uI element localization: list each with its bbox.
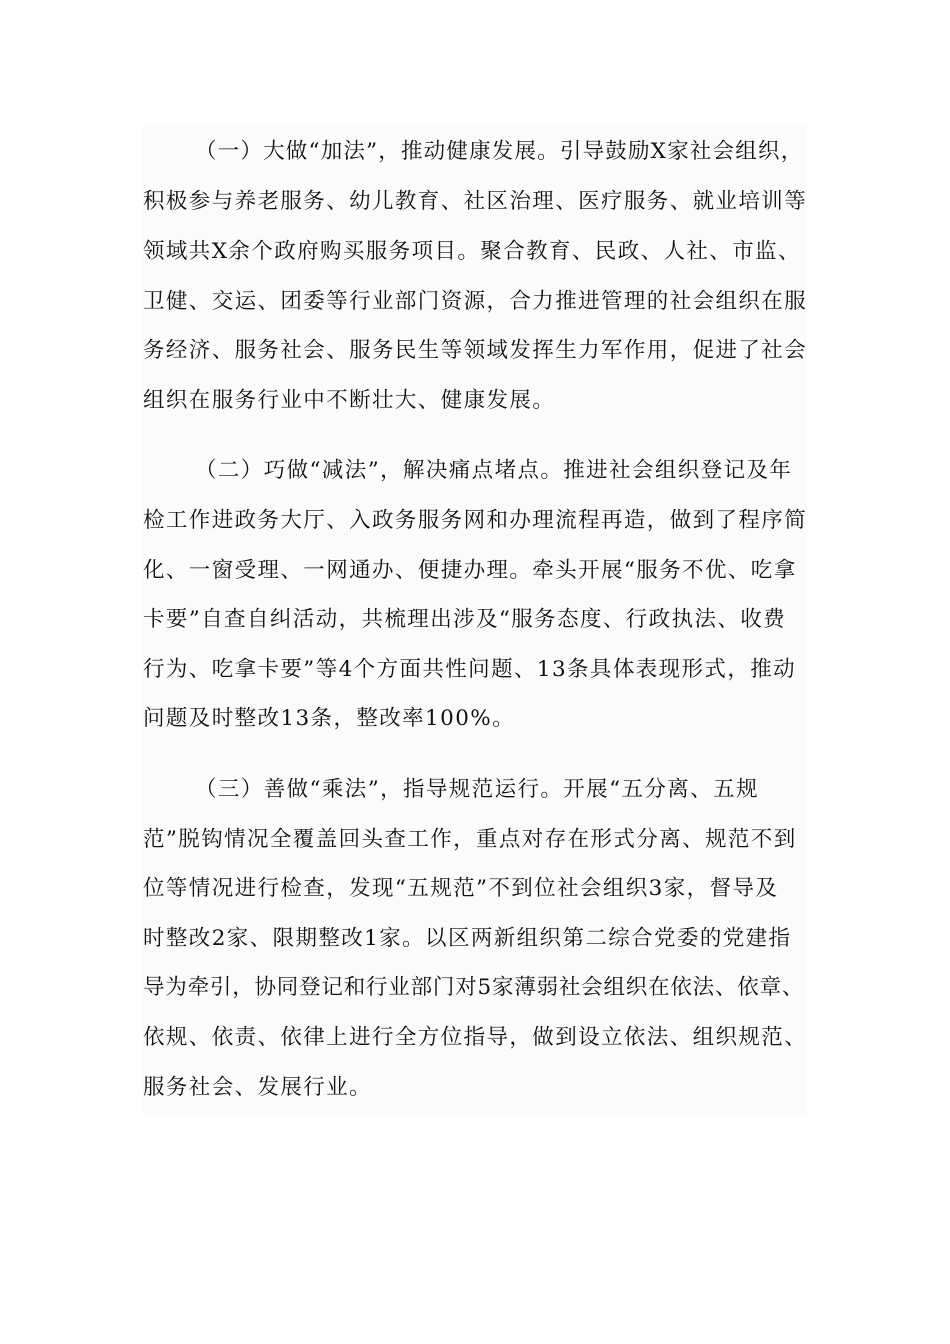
paragraph-line: 范”脱钩情况全覆盖回头查工作，重点对存在形式分离、规范不到 bbox=[143, 827, 797, 852]
paragraph-line: （一）大做“加法”，推动健康发展。引导鼓励X家社会组织， bbox=[195, 139, 804, 164]
paragraph-line: 化、一窗受理、一网通办、便捷办理。牵头开展“服务不优、吃拿 bbox=[143, 558, 797, 583]
paragraph-line: 位等情况进行检查，发现“五规范”不到位社会组织3家，督导及 bbox=[143, 876, 779, 901]
paragraph-line: 组织在服务行业中不断壮大、健康发展。 bbox=[143, 388, 556, 413]
paragraph-line: 依规、依责、依律上进行全方位指导，做到设立依法、组织规范、 bbox=[143, 1025, 808, 1050]
paragraph-line: 服务社会、发展行业。 bbox=[143, 1075, 373, 1100]
paragraph-line: 务经济、服务社会、服务民生等领域发挥生力军作用，促进了社会 bbox=[143, 338, 808, 363]
paragraph-line: 卫健、交运、团委等行业部门资源，合力推进管理的社会组织在服 bbox=[143, 289, 808, 314]
paragraph-line: 卡要”自查自纠活动，共梳理出涉及“服务态度、行政执法、收费 bbox=[143, 607, 787, 632]
document-body bbox=[143, 124, 807, 1115]
paragraph-line: 积极参与养老服务、幼儿教育、社区治理、医疗服务、就业培训等 bbox=[143, 189, 808, 214]
paragraph-line: （二）巧做“减法”，解决痛点堵点。推进社会组织登记及年 bbox=[195, 458, 793, 483]
paragraph-line: 时整改2家、限期整改1家。以区两新组织第二综合党委的党建指 bbox=[143, 926, 792, 951]
paragraph-line: （三）善做“乘法”，指导规范运行。开展“五分离、五规 bbox=[195, 777, 759, 802]
paragraph-line: 问题及时整改13条，整改率100%。 bbox=[143, 706, 516, 731]
paragraph-line: 行为、吃拿卡要”等4个方面共性问题、13条具体表现形式，推动 bbox=[143, 657, 797, 682]
paragraph-line: 检工作进政务大厅、入政务服务网和办理流程再造，做到了程序简 bbox=[143, 508, 808, 533]
paragraph-line: 导为牵引，协同登记和行业部门对5家薄弱社会组织在依法、依章、 bbox=[143, 975, 805, 1000]
paragraph-line: 领域共X余个政府购买服务项目。聚合教育、民政、人社、市监、 bbox=[143, 239, 801, 264]
